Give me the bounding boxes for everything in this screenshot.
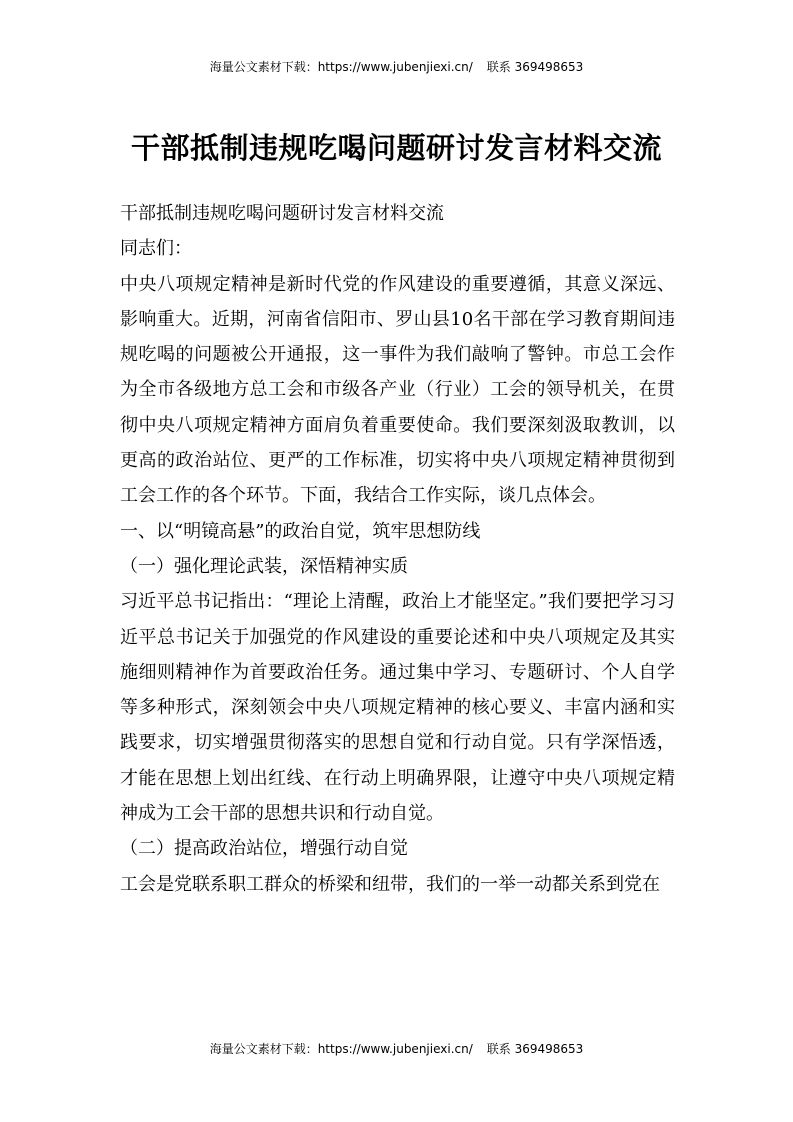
header-download-text: 海量公文素材下载：https://www.jubenjiexi.cn/ <box>209 60 473 74</box>
subsection-heading: （二）提高政治站位，增强行动自觉 <box>120 838 408 860</box>
page-header <box>0 58 793 75</box>
document-body <box>120 196 675 902</box>
salutation-paragraph: 同志们： <box>120 238 192 260</box>
section-heading: 一、以“明镜高悬”的政治自觉，筑牢思想防线 <box>120 520 481 542</box>
intro-paragraph: 中央八项规定精神是新时代党的作风建设的重要遵循，其意义深远、影响重大。近期，河南省信阳市、罗山县10名干部在学习教育期间违规吃喝的问题被公开通报，这一事件为我们敲响了警钟。市总工会作为全市各级地方总工会和市级各产业（行业）工会的领导机关，在贯彻中央八项规定精神方面肩负着重要使命。我们要深刻汲取教训，以更高的政治站位、更严的工作标准，切实将中央八项规定精神贯彻到工会工作的各个环节。下面，我结合工作实际，谈几点体会。 <box>120 273 675 507</box>
body-paragraph: 工会是党联系职工群众的桥梁和纽带，我们的一举一动都关系到党在 <box>120 873 660 895</box>
header-contact-text: 联系 369498653 <box>486 60 584 74</box>
subsection-heading: （一）强化理论武装，深悟精神实质 <box>120 555 408 577</box>
body-paragraph: 习近平总书记指出：“理论上清醒，政治上才能坚定。”我们要把学习习近平总书记关于加强党的作风建设的重要论述和中央八项规定及其实施细则精神作为首要政治任务。通过集中学习、专题研讨、个人自学等多种形式，深刻领会中央八项规定精神的核心要义、丰富内涵和实践要求，切实增强贯彻落实的思想自觉和行动自觉。只有学深悟透，才能在思想上划出红线、在行动上明确界限，让遵守中央八项规定精神成为工会干部的思想共识和行动自觉。 <box>120 591 675 825</box>
footer-contact-text: 联系 369498653 <box>486 1042 584 1056</box>
footer-download-text: 海量公文素材下载：https://www.jubenjiexi.cn/ <box>209 1042 473 1056</box>
page-footer <box>0 1040 793 1057</box>
subtitle-paragraph: 干部抵制违规吃喝问题研讨发言材料交流 <box>120 203 444 224</box>
document-title: 干部抵制违规吃喝问题研讨发言材料交流 <box>130 131 662 165</box>
